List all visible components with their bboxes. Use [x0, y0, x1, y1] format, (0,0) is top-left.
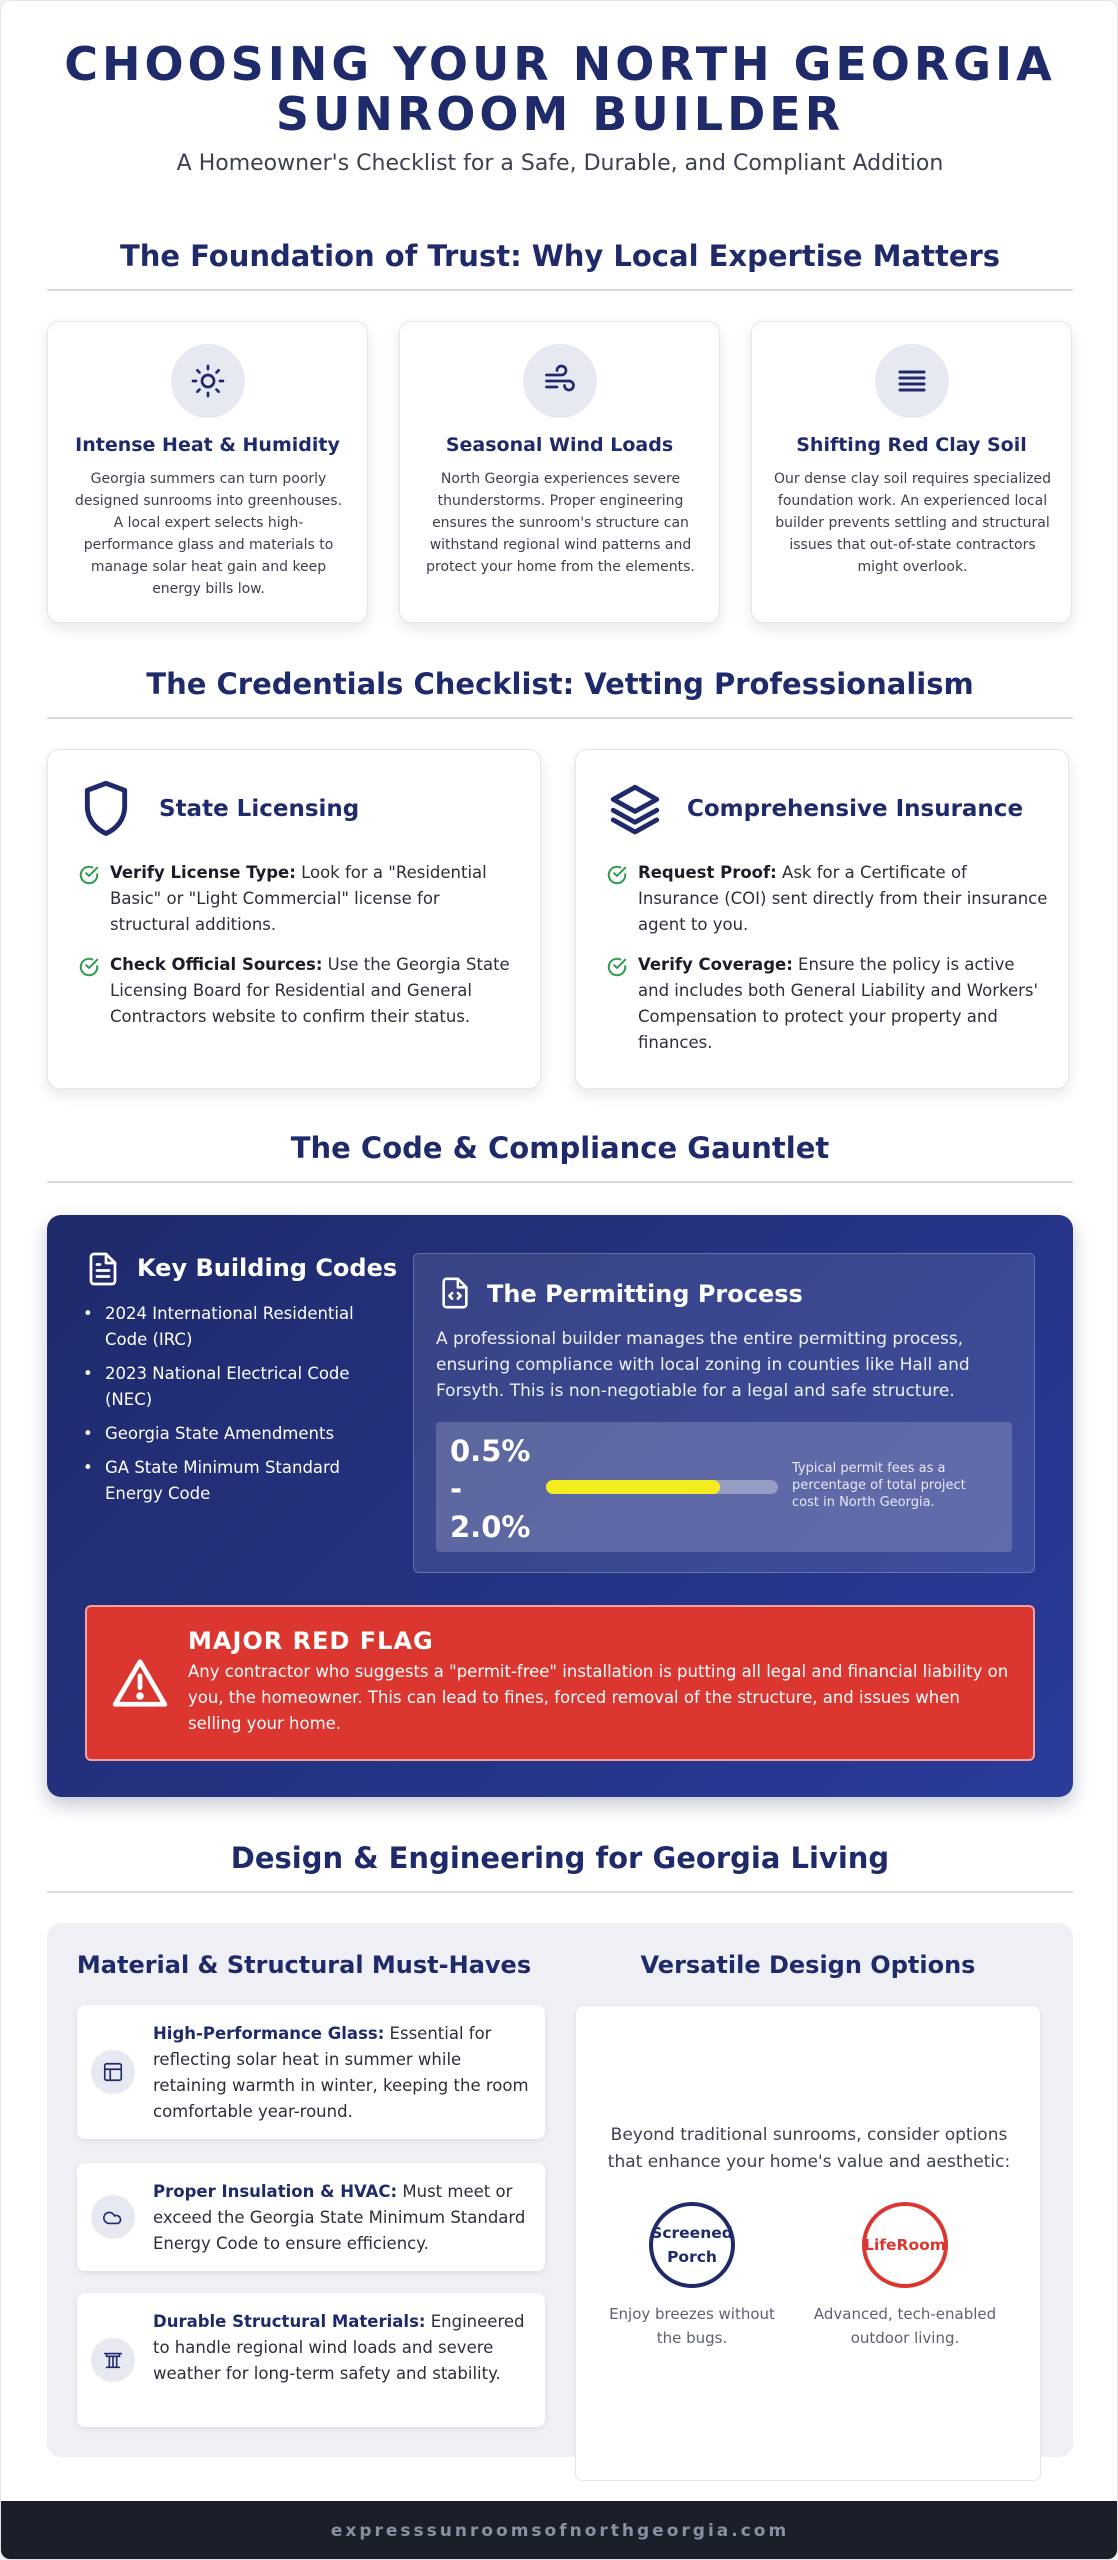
- item-text: Use the Georgia State Licensing Board for Residential and General Contractors website to confirm their status.: [110, 955, 510, 1026]
- compliance-section-title: The Code & Compliance Gauntlet: [290, 1131, 830, 1165]
- design-options-title: Versatile Design Options: [640, 1951, 976, 1979]
- column-icon: [91, 2338, 135, 2382]
- foundation-section-title: The Foundation of Trust: Why Local Expertise Matters: [119, 239, 1001, 273]
- material-label: Durable Structural Materials:: [153, 2312, 426, 2331]
- checklist-item: [606, 952, 1046, 1062]
- checklist-item: [606, 860, 1046, 940]
- permitting-title: The Permitting Process: [487, 1280, 803, 1308]
- checklist-item: [78, 860, 518, 940]
- option-caption: Enjoy breezes without the bugs.: [609, 2305, 775, 2347]
- materials-title: Material & Structural Must-Haves: [76, 1951, 532, 1979]
- red-flag-text: Any contractor who suggests a "permit-free" installation is putting all legal and financial liability on you, the homeowner. This can lead to fines, forced removal of the structure, and issues when selling your home.: [188, 1662, 1009, 1733]
- wind-loads-card: [399, 321, 720, 623]
- material-text: [153, 2179, 533, 2257]
- card-text: Our dense clay soil requires specialized foundation work. An experienced local builder prevents settling and structural issues that out-of-state contractors might overlook.: [774, 471, 1051, 575]
- material-text: [153, 2021, 533, 2125]
- footer: [1, 2501, 1118, 2560]
- material-text: [153, 2309, 533, 2387]
- material-description: Engineered to handle regional wind loads and severe weather for long-term safety and stability.: [153, 2312, 525, 2383]
- check-circle-icon: [606, 864, 628, 890]
- code-file-icon: [438, 1276, 472, 1314]
- fee-note: Typical permit fees as a percentage of total project cost in North Georgia.: [792, 1461, 966, 1510]
- material-card-structural: [77, 2293, 545, 2427]
- screened-porch-badge: [649, 2202, 735, 2288]
- fee-high: 2.0%: [450, 1510, 531, 1544]
- permit-fee-stat: [436, 1422, 1012, 1552]
- item-label: Verify License Type:: [110, 863, 296, 882]
- option-caption: Advanced, tech-enabled outdoor living.: [813, 2305, 997, 2347]
- option-label: Porch: [667, 2248, 717, 2266]
- material-card-glass: [77, 2005, 545, 2139]
- item-label: Request Proof:: [638, 863, 777, 882]
- layers-icon: [604, 780, 666, 842]
- key-building-codes-title: Key Building Codes: [137, 1254, 398, 1282]
- wind-icon: [523, 344, 597, 418]
- card-title: Shifting Red Clay Soil: [796, 434, 1027, 456]
- check-circle-icon: [606, 956, 628, 982]
- code-list-item: • 2024 International Residential Code (IRC): [83, 1301, 383, 1353]
- option-label: LifeRoom: [864, 2236, 946, 2254]
- cloud-icon: [91, 2195, 135, 2239]
- material-description: Must meet or exceed the Georgia State Minimum Standard Energy Code to ensure efficiency.: [153, 2182, 526, 2253]
- page-subtitle: A Homeowner's Checklist for a Safe, Durable, and Compliant Addition: [176, 151, 944, 176]
- glass-panel-icon: [91, 2050, 135, 2094]
- card-text: Georgia summers can turn poorly designed sunrooms into greenhouses. A local expert selects high-performance glass and materials to manage solar heat gain and keep energy bills low.: [74, 471, 343, 597]
- footer-website: expresssunroomsofnorthgeorgia.com: [330, 2521, 790, 2541]
- item-text: Look for a "Residential Basic" or "Light Commercial" license for structural additions.: [110, 863, 487, 934]
- code-list-item: • GA State Minimum Standard Energy Code: [83, 1455, 383, 1507]
- document-icon: [85, 1251, 121, 1291]
- permitting-process-box: [413, 1253, 1035, 1573]
- code-list-item: • Georgia State Amendments: [83, 1421, 383, 1447]
- fee-progress-fill: [546, 1480, 720, 1494]
- checklist-item: [78, 952, 518, 1062]
- page-title: [1, 37, 1118, 141]
- item-label: Verify Coverage:: [638, 955, 793, 974]
- shield-icon: [78, 778, 134, 844]
- red-flag-alert: [85, 1605, 1035, 1761]
- comprehensive-insurance-card: [575, 749, 1069, 1089]
- liferoom-badge: [862, 2202, 948, 2288]
- card-title: Seasonal Wind Loads: [445, 434, 674, 456]
- fee-progress-bar: [546, 1480, 778, 1494]
- material-card-insulation: [77, 2163, 545, 2271]
- red-flag-title: MAJOR RED FLAG: [188, 1627, 434, 1655]
- soil-layers-icon: [875, 344, 949, 418]
- fee-range: [450, 1432, 540, 1546]
- material-label: Proper Insulation & HVAC:: [153, 2182, 398, 2201]
- title-line-2: SUNROOM BUILDER: [275, 87, 845, 141]
- card-title: Comprehensive Insurance: [687, 796, 1024, 822]
- card-title: State Licensing: [159, 796, 360, 822]
- card-text: North Georgia experiences severe thunderstorms. Proper engineering ensures the sunroom's structure can withstand regional wind patterns and protect your home from the elements.: [426, 471, 695, 575]
- fee-low: 0.5%: [450, 1434, 531, 1468]
- fee-dash: -: [450, 1472, 463, 1506]
- section-divider: [47, 1181, 1073, 1183]
- section-divider: [47, 717, 1073, 719]
- material-description: Essential for reflecting solar heat in summer while retaining warmth in winter, keeping the room comfortable year-round.: [153, 2024, 529, 2121]
- title-line-1: CHOOSING YOUR NORTH GEORGIA: [64, 37, 1056, 91]
- clay-soil-card: [751, 321, 1072, 623]
- section-divider: [47, 1891, 1073, 1893]
- heat-humidity-card: [47, 321, 368, 623]
- credentials-section-title: The Credentials Checklist: Vetting Professionalism: [146, 667, 974, 701]
- design-options-intro: Beyond traditional sunrooms, consider options that enhance your home's value and aesthetic:: [607, 2125, 1011, 2172]
- state-licensing-card: [47, 749, 541, 1089]
- material-label: High-Performance Glass:: [153, 2024, 385, 2043]
- card-title: Intense Heat & Humidity: [75, 434, 340, 456]
- item-label: Check Official Sources:: [110, 955, 323, 974]
- check-circle-icon: [78, 864, 100, 890]
- warning-icon: [111, 1657, 169, 1713]
- building-codes-list: [83, 1301, 383, 1515]
- sun-icon: [171, 344, 245, 418]
- permitting-description: A professional builder manages the entire permitting process, ensuring compliance with local zoning in counties like Hall and Forsyth. This is non-negotiable for a legal and safe structure.: [436, 1329, 970, 1401]
- code-list-item: • 2023 National Electrical Code (NEC): [83, 1361, 383, 1413]
- section-divider: [47, 289, 1073, 291]
- option-label: Screened: [651, 2224, 733, 2242]
- item-text: Ensure the policy is active and includes both General Liability and Workers' Compensation to protect your property and finances.: [638, 955, 1039, 1052]
- design-section-title: Design & Engineering for Georgia Living: [230, 1841, 890, 1875]
- check-circle-icon: [78, 956, 100, 982]
- design-options-card: [575, 2005, 1041, 2481]
- item-text: Ask for a Certificate of Insurance (COI) sent directly from their insurance agent to you.: [638, 863, 1048, 934]
